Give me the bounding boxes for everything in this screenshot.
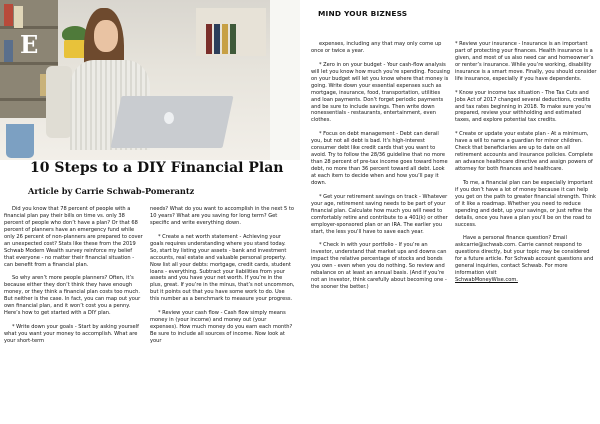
chair xyxy=(46,66,72,138)
paragraph: * Review your cash flow - Cash flow simply means money in (your income) and money out (your expenses). How much money do you earn each month? Be sure to include all sources of income. Now look at your xyxy=(150,310,293,344)
paragraph: * Know your income tax situation - The Tax Cuts and Jobs Act of 2017 changed several deductions, credits and tax rates beginning in 2018. To make sure you’re prepared, review your withholding and estimated taxes, and explore potential tax credits. xyxy=(455,89,592,124)
shelf-letter-decor: E xyxy=(20,30,39,59)
paragraph: * Write down your goals - Start by asking yourself what you want your money to accomplish. What are your short-term xyxy=(4,324,139,344)
section-header: MIND YOUR BIZNESS xyxy=(318,9,408,18)
article-title: 10 Steps to a DIY Financial Plan xyxy=(30,160,284,176)
paragraph: To me, a financial plan can be especially important if you don’t have a lot of money because it can help you get on the path to greater financial strength. Think of it like a roadmap. Whether you need to reduce spending and debt, up your savings, or just refine the details, once you have a plan you’ll be on the road to success. xyxy=(455,179,596,228)
website-link[interactable]: SchwabMoneyWise.com. xyxy=(455,277,518,284)
window-light xyxy=(270,0,300,160)
paragraph: * Create a net worth statement - Achieving your goals requires understanding where you stand today. So, start by listing your assets - bank and investment accounts, real estate and valuable personal property. Now list all your debts: mortgage, credit cards, student loans - everything. Subtract your liabilities from your assets and you have your net worth. If you’re in the plus, great. If you’re in the minus, that’s not uncommon, but it points out that you have some work to do. Use this number as a benchmark to measure your progress. xyxy=(150,233,295,303)
paragraph: * Focus on debt management - Debt can derail you, but not all debt is bad. It’s high-interest consumer debt like credit cards that you want to avoid. Try to follow the 28/36 guideline that no more than 28 percent of pre-tax income goes toward home debt, no more than 36 percent toward all debt. Look at each item to decide when and how you’ll pay it down. xyxy=(311,131,448,186)
text-column-2 xyxy=(150,206,295,352)
woman-face xyxy=(94,20,118,52)
text-column-3 xyxy=(311,41,451,298)
paragraph: So why aren’t more people planners? Often, it’s because either they don’t think they have enough money, or they think a financial plan costs too much. But neither is the case. In fact, you can map out your own financial plan, and it won’t cost you a penny. Here’s how to get started with a DIY plan. xyxy=(4,275,141,317)
text-column-4 xyxy=(455,41,597,291)
right-bookshelf xyxy=(196,8,266,56)
article-photo xyxy=(0,0,300,160)
paragraph: * Get your retirement savings on track - Whatever your age, retirement saving needs to be part of your financial plan. Calculate how much you will need to comfortably retire and contribute to a 401(k) or other employer-sponsored plan or an IRA. The earlier you start, the less you’ll have to save each year. xyxy=(311,193,448,235)
paragraph: * Review your insurance - Insurance is an important part of protecting your finances. Health insurance is a given, and most of us also need car and homeowner’s or renter’s insurance. While you’re working, disability insurance is a smart move. Finally, you should consider life insurance, especially if you have dependents. xyxy=(455,41,597,82)
paragraph: expenses, including any that may only come up once or twice a year. xyxy=(311,41,442,54)
text-column-1 xyxy=(4,206,144,352)
article-byline: Article by Carrie Schwab-Pomerantz xyxy=(28,186,195,196)
plant-pot xyxy=(64,40,86,58)
laptop-logo-icon xyxy=(164,112,174,124)
paragraph: * Zero in on your budget - Your cash-flow analysis will let you know how much you’re spending. Focusing on your budget will let you know where that money is going. Write down your essential expenses such as mortgage, insurance, food, transportation, utilities and loan payments. Don’t forget periodic payments and be sure to include savings. Then write down nonessentials - restaurants, entertainment, even clothes. xyxy=(311,61,450,124)
paragraph: needs? What do you want to accomplish in the next 5 to 10 years? What are you saving for long term? Get specific and write everything down. xyxy=(150,206,295,226)
paragraph: * Check in with your portfolio - If you’re an investor, understand that market ups and downs can impact the relative percentage of stocks and bonds you own - even when you do nothing. So review and rebalance on at least an annual basis. (And if you’re not an investor, think carefully about becoming one - the sooner the better.) xyxy=(311,242,447,291)
coffee-mug xyxy=(6,124,34,158)
paragraph: Have a personal finance question? Email askcarrie@schwab.com. Carrie cannot respond to questions directly, but your topic may be considered for a future article. For Schwab account questions and general inquiries, contact Schwab. For more information visit xyxy=(455,235,594,277)
paragraph: * Create or update your estate plan - At a minimum, have a will to name a guardian for minor children. Check that beneficiaries are up to date on all retirement accounts and insurance policies. Complete an advance healthcare directive and assign powers of attorney for both finances and healthcare. xyxy=(455,131,593,173)
paragraph: Did you know that 78 percent of people with a financial plan pay their bills on time vs. only 38 percent of people who don’t have a plan? Or that 68 percent of planners have an emergency fund while only 26 percent of non-planners are prepared to cover an unexpected cost? Stats like these from the 2019 Schwab Modern Wealth survey reinforce my belief that everyone - no matter their financial situation - can benefit from a financial plan. xyxy=(4,206,143,268)
